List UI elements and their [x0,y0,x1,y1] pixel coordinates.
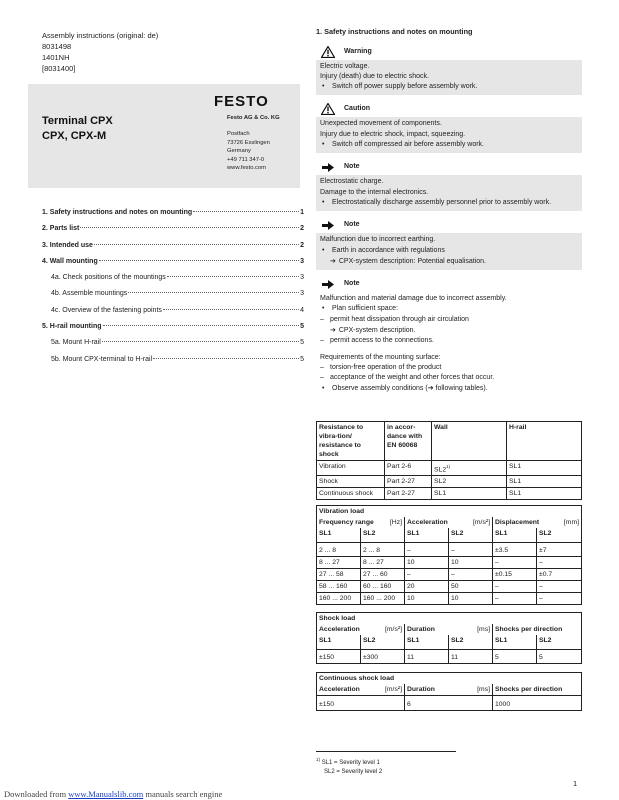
table-header: SL1 [493,528,537,542]
toc-page: 4 [300,306,304,314]
caution-instruction: • Switch off compressed air before assembly work. [320,140,578,150]
toc-label: 5b. Mount CPX-terminal to H-rail [51,355,153,363]
note-instruction: – permit access to the connections. [320,336,578,346]
table-cell: – [405,569,449,581]
table-header: SL1 [405,635,449,649]
toc-entry[interactable] [42,355,304,371]
address-line: Postfach [227,131,250,138]
table-header: SL2 [537,528,582,542]
note-text: Damage to the internal electronics. [320,188,429,196]
table-header [405,517,493,528]
table-cell: – [537,593,582,605]
table-header: SL1 [317,635,361,649]
table-row [317,476,582,488]
surface-requirement: – acceptance of the weight and other forces that occur. [320,373,578,383]
caution-header [316,101,582,117]
arrow-right-icon [320,219,336,232]
address-line: 73726 Esslingen [227,139,270,146]
table-cell: Continuous shock [319,490,374,498]
table-header [317,624,405,635]
note-instruction: • Electrostatically discharge assembly personnel prior to assembly work. [320,198,578,208]
toc-entry[interactable] [42,322,304,338]
header-label: Duration [407,686,435,693]
table-cell: 5 [537,652,582,664]
note-body [316,292,582,394]
table-cell: Part 2-27 [385,476,432,488]
table-cell: SL2 [432,476,507,488]
address-line: Germany [227,148,251,155]
table-cell: ±150 [319,700,335,708]
toc-leader [167,276,299,277]
toc-label: 5a. Mount H-rail [51,339,101,347]
caution-triangle-icon [320,103,336,116]
footnote-text: SL1 = Severity level 1 [321,760,380,766]
surface-requirement: – torsion-free operation of the product [320,363,578,373]
table-row [317,488,582,500]
table-cell: 10 [405,593,449,605]
table-cell: 27 ... 58 [317,569,361,581]
company-address [227,114,280,172]
note-text: Electrostatic charge. [320,178,384,186]
table-cell: 160 ... 200 [319,595,352,602]
toc-label: 4b. Assemble mountings [51,290,128,298]
cross-reference: ➔ CPX-system description. [320,325,416,336]
footnote [316,756,382,776]
header-unit: [m/s²] [473,519,490,526]
table-cell: – [537,581,582,593]
table-cell: – [493,557,537,569]
note-instruction: • Plan sufficient space: [320,304,578,314]
header-label: Acceleration [319,686,360,693]
footnote-ref: 1) [446,464,451,469]
table-row [317,581,582,593]
note-instruction: – permit heat dissipation through air circulation [320,315,578,325]
toc-leader [153,358,299,359]
table-cell: 10 [449,593,493,605]
table-cell: 11 [449,652,493,664]
cross-reference: ➔ CPX-system description: Potential equalisation. [320,256,486,267]
table-header [405,624,493,635]
toc-page: 3 [300,257,304,265]
title-box [28,84,300,188]
doc-meta-line: Assembly instructions (original: de) [42,31,159,40]
surface-instruction: • Observe assembly conditions (➔ following tables). [320,384,578,394]
table-cell: Shock [317,476,385,488]
table-row [317,593,582,605]
table-cell: 60 ... 160 [361,581,405,593]
table-cell: 6 [405,699,493,711]
table-cell: 27 ... 60 [361,569,405,581]
header-unit: [ms] [477,686,490,693]
table-header: SL2 [449,635,493,649]
toc-page: 2 [300,241,304,249]
table-header: Shocks per direction [493,624,582,635]
table-cell: 11 [405,652,449,664]
note-label: Note [344,280,360,288]
note-body [316,233,582,270]
note-header [316,217,582,233]
table-header [317,684,405,696]
note-body [316,175,582,211]
table-row [317,699,582,711]
toc-entry[interactable] [42,257,304,273]
toc-label: 4c. Overview of the fastening points [51,306,162,314]
table-cell: ±300 [361,652,405,664]
toc-page: 5 [300,355,304,363]
toc-label: 4. Wall mounting [42,257,98,265]
table-title: Shock load [319,615,356,622]
toc-leader [193,211,299,212]
address-line: www.festo.com [227,165,266,172]
toc-entry[interactable] [42,289,304,305]
table-cell: SL1 [432,488,507,500]
festo-logo: FESTO [214,93,269,110]
arrow-right-icon [320,278,336,291]
table-cell: 10 [449,557,493,569]
toc-page: 2 [300,225,304,233]
footnote-rule [316,751,456,752]
toc-leader [128,292,299,293]
table-row [317,545,582,557]
table-header: in accor-dance with EN 60068 [385,422,432,461]
header-unit: [ms] [477,626,490,633]
note-header [316,276,582,292]
warning-label: Warning [344,47,372,55]
manualslib-link[interactable]: www.Manualslib.com [68,789,144,799]
table-header: Resistance to vibra-tion/ resistance to shock [317,422,385,461]
toc-label: 4a. Check positions of the mountings [51,274,166,282]
doc-meta-line: 8031498 [42,42,72,51]
table-header: SL1 [405,528,449,542]
table-cell: 50 [449,581,493,593]
toc-label: 3. Intended use [42,241,93,249]
footnote-line [316,756,382,768]
table-title: Vibration load [319,508,365,515]
toc-entry[interactable] [42,306,304,322]
header-unit: [m/s²] [385,626,402,633]
toc-page: 5 [300,323,304,331]
table-header: Shocks per direction [493,684,582,696]
table-row [317,652,582,664]
caution-text: Unexpected movement of components. [320,120,442,128]
arrow-right-icon [320,161,336,174]
product-title-line: CPX, CPX-M [42,130,107,142]
footnote-mark: 1) [316,757,321,762]
company-name: Festo AG & Co. KG [227,115,280,121]
product-title-line: Terminal CPX [42,115,113,127]
table-header: SL1 [317,528,361,542]
table-cell: SL1 [507,488,582,500]
caution-body [316,117,582,153]
product-title [42,114,113,144]
table-cell: – [537,557,582,569]
table-cell: – [449,545,493,557]
table-cell: Part 2-27 [385,488,432,500]
table-cell: 20 [405,581,449,593]
toc-entry[interactable] [42,208,304,224]
table-cell: 2 ... 8 [361,545,405,557]
doc-meta-line: 1401NH [42,53,70,62]
table-title: Continuous shock load [319,675,395,682]
table-header [405,684,493,696]
vibration-load-table [316,505,582,605]
table-header: SL2 [361,635,405,649]
table-header: SL2 [361,528,405,542]
note-label: Note [344,163,360,171]
toc-page: 5 [300,339,304,347]
toc-entry[interactable] [42,241,304,257]
surface-heading: Requirements of the mounting surface: [320,353,441,361]
table-cell: Vibration [317,461,385,476]
warning-instruction: • Switch off power supply before assembly work. [320,82,578,92]
table-row [317,569,582,581]
warning-body [316,60,582,96]
note-instruction: • Earth in accordance with regulations [320,246,578,256]
note-label: Note [344,221,360,229]
shock-load-table [316,612,582,664]
warning-header [316,44,582,60]
toc-entry[interactable] [42,224,304,240]
table-header: SL2 [449,528,493,542]
toc-leader [103,325,300,326]
document-meta [42,30,158,74]
header-unit: [mm] [563,519,579,526]
address-line: +49 711 347-0 [227,156,265,163]
table-cell: – [493,593,537,605]
note-header [316,159,582,175]
table-row [317,461,582,476]
download-notice [4,788,222,800]
table-cell: ±3.5 [493,545,537,557]
header-label: Duration [407,626,435,633]
toc-leader [94,244,299,245]
toc-leader [80,227,299,228]
table-header: Wall [432,422,507,461]
page-number: 1 [573,779,578,788]
toc-page: 3 [300,274,304,282]
footnote-text: SL2 = Severity level 2 [324,768,383,775]
toc-label: 1. Safety instructions and notes on mounting [42,209,193,216]
toc-leader [163,309,299,310]
doc-meta-line: [8031400] [42,64,76,73]
table-header [317,517,405,528]
table-header: SL1 [493,635,537,649]
toc-entry[interactable] [42,273,304,289]
toc-label: 5. H-rail mounting [42,323,102,331]
table-header: H-rail [507,422,582,461]
cell-value: SL2 [434,466,447,474]
warning-text: Injury (death) due to electric shock. [320,72,429,80]
table-cell: SL1 [507,476,582,488]
section-heading: 1. Safety instructions and notes on mounting [316,27,473,36]
table-cell: 2 ... 8 [317,545,361,557]
header-label: Frequency range [319,519,374,526]
table-header [493,517,582,528]
table-row [317,557,582,569]
toc-leader [99,260,299,261]
table-header: SL2 [537,635,582,649]
header-label: Acceleration [407,519,448,526]
table-cell: 8 ... 27 [361,557,405,569]
table-cell: ±7 [537,545,582,557]
toc-page: 3 [300,290,304,298]
header-unit: [Hz] [389,519,402,526]
table-of-contents [42,208,304,371]
table-cell: – [493,581,537,593]
table-cell: Part 2-6 [385,461,432,476]
table-cell: 10 [405,557,449,569]
download-prefix: Downloaded from [4,789,69,799]
toc-leader [102,341,299,342]
warning-triangle-icon [320,45,336,58]
header-label: Displacement [495,519,540,526]
header-unit: [m/s²] [385,686,402,693]
table-cell: – [449,569,493,581]
warning-text: Electric voltage. [320,62,370,70]
continuous-shock-table [316,672,582,711]
caution-text: Injury due to electric shock, impact, squeezing. [320,130,466,138]
note-text: Malfunction and material damage due to incorrect assembly. [320,295,507,303]
table-cell [432,461,507,476]
table-cell: 160 ... 200 [361,593,405,605]
table-cell: ±0.7 [537,569,582,581]
table-cell: ±150 [319,654,335,661]
table-cell: 58 ... 160 [317,581,361,593]
download-suffix: manuals search engine [143,789,223,799]
toc-entry[interactable] [42,338,304,354]
table-cell: SL1 [507,461,582,476]
toc-label: 2. Parts list [42,225,80,233]
table-cell: 5 [493,652,537,664]
table-cell: – [405,545,449,557]
table-cell: ±0.15 [493,569,537,581]
table-cell: 1000 [493,699,582,711]
table-cell: 8 ... 27 [317,557,361,569]
toc-page: 1 [300,209,304,216]
caution-label: Caution [344,105,371,113]
safety-section [316,27,582,394]
resistance-table [316,421,582,500]
note-text: Malfunction due to incorrect earthing. [320,236,436,244]
header-label: Acceleration [319,626,360,633]
